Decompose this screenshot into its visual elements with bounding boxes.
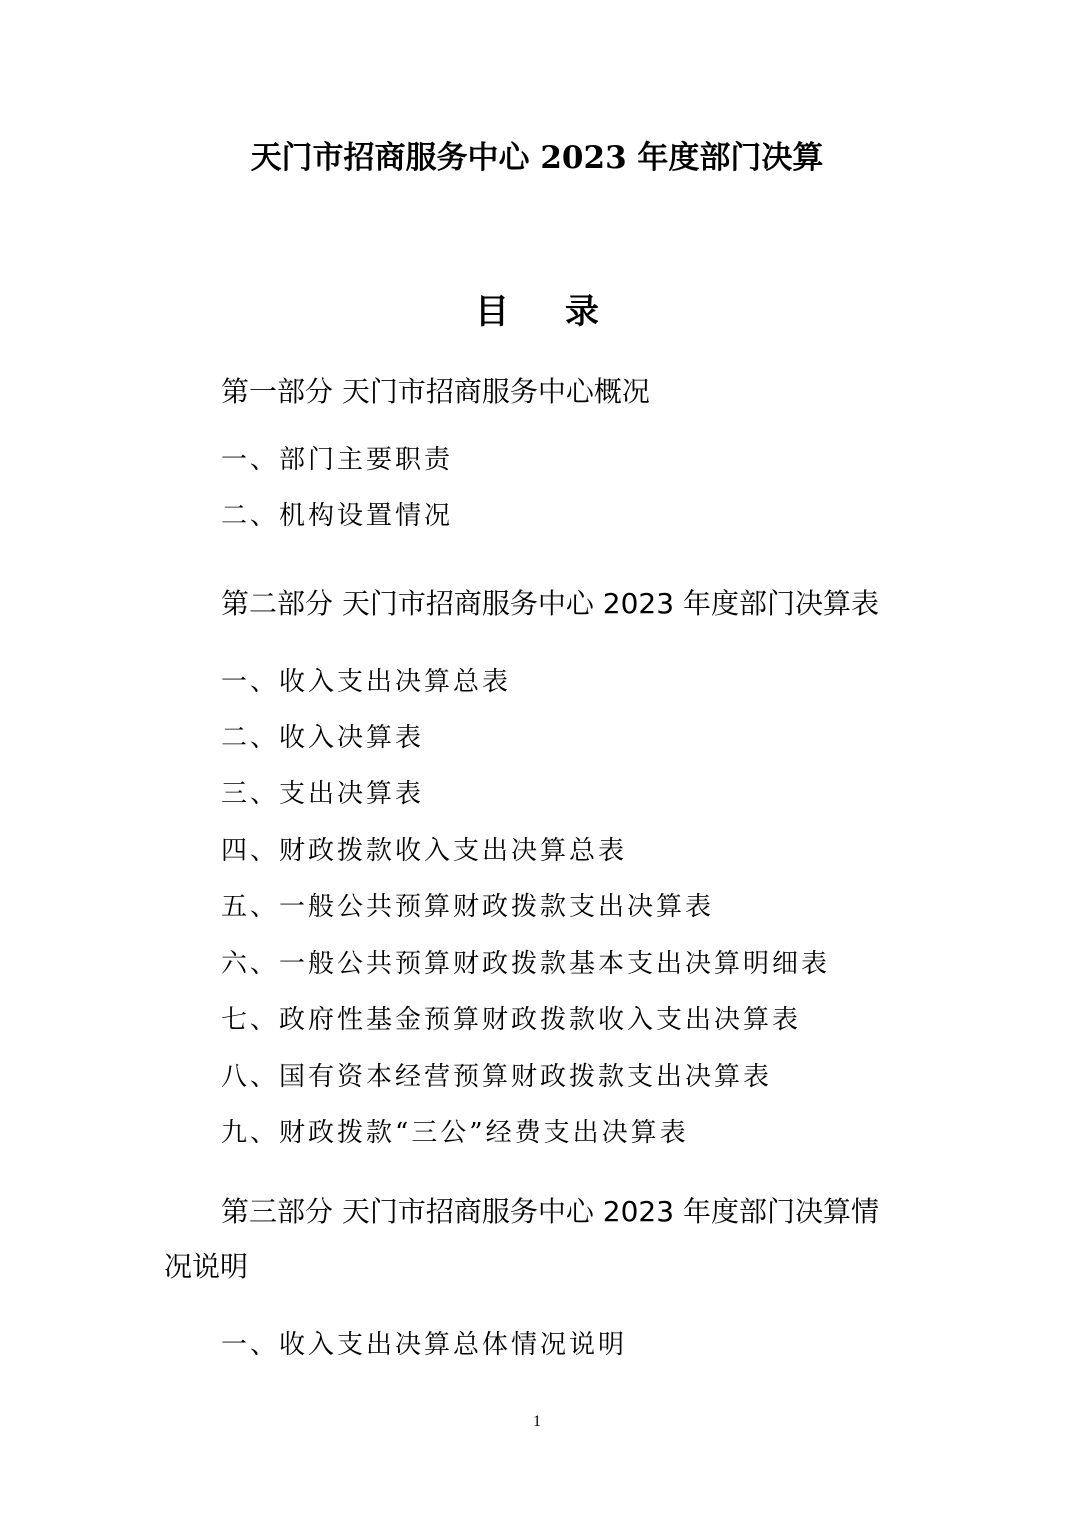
- toc-part-2: 第二部分 天门市招商服务中心 2023 年度部门决算表: [221, 587, 879, 620]
- toc-item: 六、一般公共预算财政拨款基本支出决算明细表: [221, 949, 831, 979]
- toc-item: 三、支出决算表: [221, 779, 425, 809]
- toc-part-3-continued: 况说明: [164, 1250, 249, 1283]
- toc-item: 九、财政拨款“三公”经费支出决算表: [221, 1118, 689, 1148]
- toc-item: 二、机构设置情况: [221, 501, 454, 531]
- toc-heading: 目录: [475, 292, 655, 332]
- toc-part-3: 第三部分 天门市招商服务中心 2023 年度部门决算情: [221, 1195, 879, 1228]
- toc-item: 七、政府性基金预算财政拨款收入支出决算表: [221, 1005, 802, 1035]
- document-title: 天门市招商服务中心 2023 年度部门决算: [250, 140, 824, 176]
- toc-part-1: 第一部分 天门市招商服务中心概况: [221, 375, 650, 408]
- toc-item: 五、一般公共预算财政拨款支出决算表: [221, 892, 715, 922]
- toc-item: 一、收入支出决算总表: [221, 667, 512, 697]
- page-number: 1: [533, 1413, 541, 1430]
- toc-item: 二、收入决算表: [221, 723, 425, 753]
- toc-item: 一、收入支出决算总体情况说明: [221, 1330, 628, 1360]
- toc-item: 八、国有资本经营预算财政拨款支出决算表: [221, 1062, 773, 1092]
- toc-item: 四、财政拨款收入支出决算总表: [221, 836, 628, 866]
- toc-item: 一、部门主要职责: [221, 445, 454, 475]
